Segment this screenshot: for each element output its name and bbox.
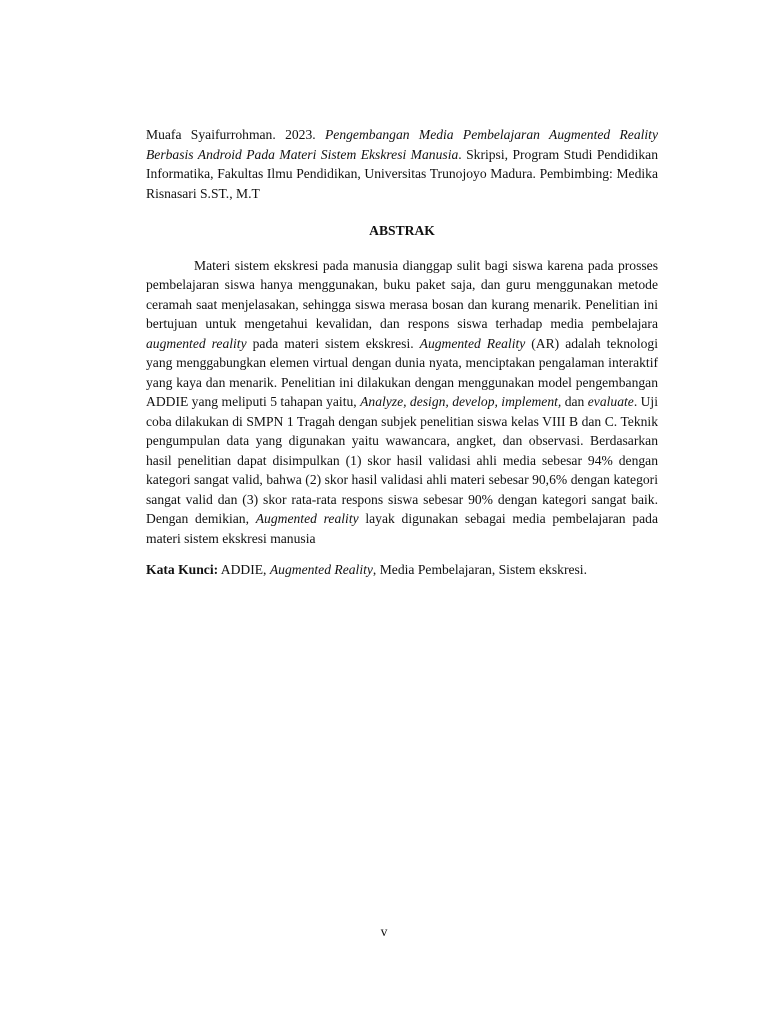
citation-author-year: Muafa Syaifurrohman. 2023.	[146, 127, 325, 142]
abstract-italic-2: Augmented Reality	[419, 335, 526, 351]
abstract-italic-5: Augmented reality	[255, 511, 359, 526]
abstract-text-6: layak digunakan sebagai media pembelajaran pada materi sistem ekskresi manusia	[146, 511, 658, 546]
abstract-text-2: pada materi sistem ekskresi.	[246, 335, 420, 351]
keywords-text-1: ADDIE,	[218, 562, 270, 577]
keywords-line	[146, 560, 658, 580]
abstract-text-1: Materi sistem ekskresi pada manusia dianggap sulit bagi siswa karena pada prosses pembelajaran siswa hanya menggunakan, buku paket saja, dan guru menggunakan metode ceramah saat menjelasakan, sehingga siswa merasa bosan dan kurang menarik. Penelitian ini bertujuan untuk mengetahui kevalidan, dan respons siswa terhadap media pembelajara	[146, 257, 658, 331]
page-number: v	[380, 924, 388, 939]
abstract-paragraph	[146, 256, 658, 549]
keywords-text-2: , Media Pembelajaran, Sistem ekskresi.	[372, 562, 587, 577]
citation-paragraph	[146, 125, 658, 203]
abstract-italic-4: evaluate	[587, 394, 634, 409]
abstract-text-4: dan	[561, 394, 588, 409]
keywords-italic: Augmented Reality	[269, 562, 373, 577]
citation-title: Pengembangan Media Pembelajaran Augmented Reality Berbasis Android Pada Materi Sistem Ekskresi Manusia	[146, 127, 658, 162]
keywords-label: Kata Kunci:	[146, 562, 219, 577]
document-page	[146, 125, 658, 580]
abstract-italic-1: augmented reality	[146, 335, 247, 351]
abstract-text-3: (AR) adalah teknologi yang menggabungkan elemen virtual dengan dunia nyata, menciptakan pengalaman interaktif yang kaya dan menarik. Penelitian ini dilakukan dengan menggunakan model pengembangan ADDIE yang meliputi 5 tahapan yaitu,	[146, 335, 659, 409]
abstract-heading: ABSTRAK	[369, 223, 435, 238]
abstract-italic-3: Analyze, design, develop, implement,	[360, 394, 562, 409]
citation-details: . Skripsi, Program Studi Pendidikan Informatika, Fakultas Ilmu Pendidikan, Universitas Trunojoyo Madura. Pembimbing: Medika Risnasari S.ST., M.T	[146, 146, 658, 201]
abstract-text-5: . Uji coba dilakukan di SMPN 1 Tragah dengan subjek penelitian siswa kelas VIII B dan C. Teknik pengumpulan data yang digunakan yaitu wawancara, angket, dan observasi. Berdasarkan hasil penelitian dapat disimpulkan (1) skor hasil validasi ahli media sebesar 94% dengan kategori sangat valid, bahwa (2) skor hasil validasi ahli materi sebesar 90,6% dengan kategori sangat valid dan (3) skor rata-rata respons siswa sebesar 90% dengan kategori sangat baik. Dengan demikian,	[146, 394, 658, 526]
